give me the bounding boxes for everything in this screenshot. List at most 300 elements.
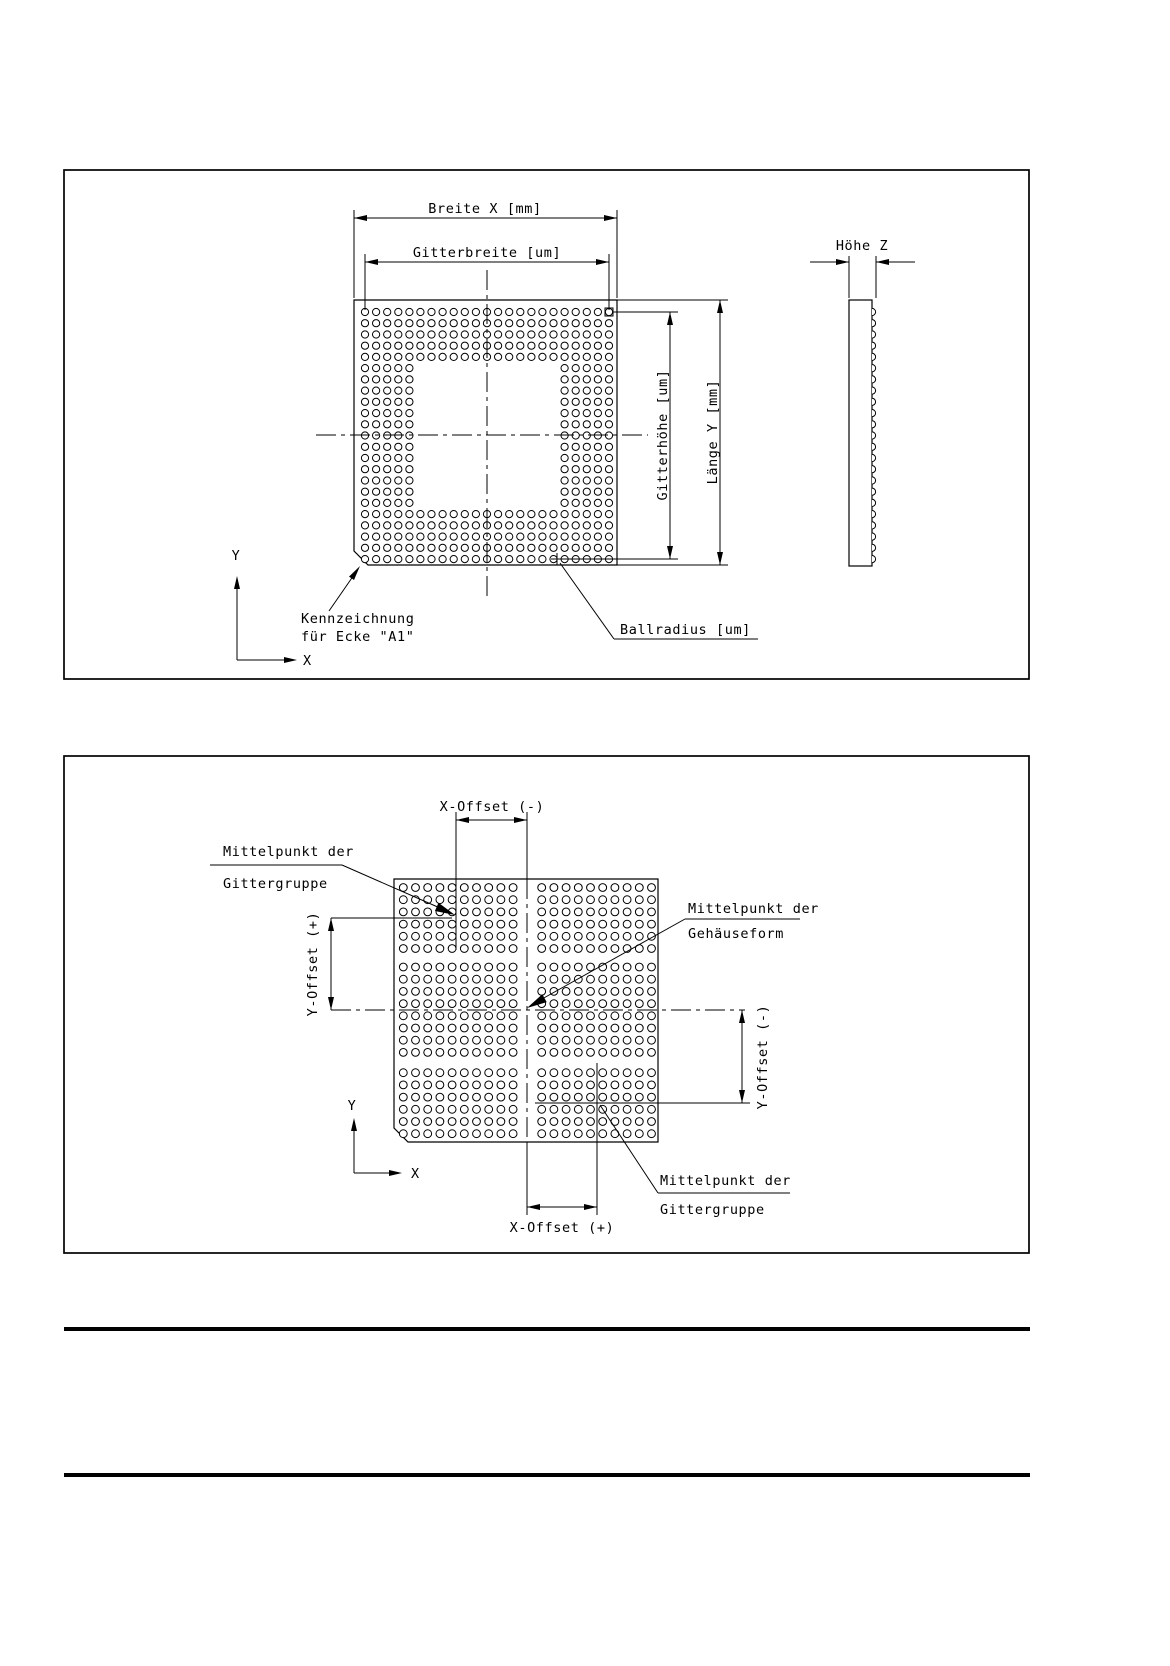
- solder-ball: [594, 398, 601, 405]
- solder-ball: [506, 353, 513, 360]
- solder-ball: [550, 510, 557, 517]
- solder-ball: [648, 1069, 656, 1077]
- solder-ball: [572, 522, 579, 529]
- solder-ball: [473, 896, 481, 904]
- solder-ball: [623, 896, 631, 904]
- gitterhoehe-label: Gitterhöhe [um]: [655, 369, 671, 501]
- solder-ball: [517, 308, 524, 315]
- solder-ball: [384, 522, 391, 529]
- solder-ball: [583, 308, 590, 315]
- solder-ball: [587, 1130, 595, 1138]
- solder-ball: [461, 522, 468, 529]
- solder-ball: [399, 1036, 407, 1044]
- laenge-y-label: Länge Y [mm]: [705, 379, 721, 485]
- solder-ball: [473, 975, 481, 983]
- solder-ball: [572, 466, 579, 473]
- solder-ball: [562, 1012, 570, 1020]
- solder-ball: [599, 1036, 607, 1044]
- solder-ball: [623, 1036, 631, 1044]
- solder-ball: [448, 896, 456, 904]
- solder-ball: [373, 331, 380, 338]
- solder-ball: [412, 1012, 420, 1020]
- solder-ball: [561, 376, 568, 383]
- solder-ball: [472, 353, 479, 360]
- solder-ball: [648, 975, 656, 983]
- solder-ball: [399, 988, 407, 996]
- solder-ball: [574, 884, 582, 892]
- solder-ball: [538, 1049, 546, 1057]
- solder-ball: [497, 945, 505, 953]
- solder-ball: [384, 353, 391, 360]
- solder-ball: [587, 1049, 595, 1057]
- solder-ball: [587, 1118, 595, 1126]
- solder-ball: [594, 376, 601, 383]
- solder-ball: [605, 320, 612, 327]
- x-axis-arrow-icon: [284, 657, 297, 663]
- solder-ball-profile: [872, 387, 876, 394]
- solder-ball: [436, 1105, 444, 1113]
- solder-ball: [539, 510, 546, 517]
- solder-ball: [594, 353, 601, 360]
- solder-ball: [562, 1049, 570, 1057]
- solder-ball: [417, 342, 424, 349]
- side-view-body: [849, 300, 872, 566]
- solder-ball: [574, 920, 582, 928]
- solder-ball: [605, 353, 612, 360]
- solder-ball: [439, 510, 446, 517]
- solder-ball: [460, 908, 468, 916]
- solder-ball: [461, 342, 468, 349]
- solder-ball: [550, 308, 557, 315]
- solder-ball: [428, 320, 435, 327]
- solder-ball: [509, 932, 517, 940]
- solder-ball: [635, 932, 643, 940]
- solder-ball: [574, 963, 582, 971]
- dimension-x-offset-pos: [510, 1063, 615, 1236]
- solder-ball: [562, 1024, 570, 1032]
- solder-ball: [599, 932, 607, 940]
- solder-ball: [574, 1081, 582, 1089]
- solder-ball: [460, 1024, 468, 1032]
- solder-ball: [436, 975, 444, 983]
- solder-ball: [395, 353, 402, 360]
- solder-ball: [509, 920, 517, 928]
- solder-ball: [611, 1012, 619, 1020]
- solder-ball: [648, 896, 656, 904]
- solder-ball: [439, 320, 446, 327]
- solder-ball: [623, 1000, 631, 1008]
- solder-ball: [587, 932, 595, 940]
- solder-ball: [539, 331, 546, 338]
- solder-ball: [473, 1118, 481, 1126]
- solder-ball: [583, 376, 590, 383]
- solder-ball: [561, 398, 568, 405]
- solder-ball: [517, 522, 524, 529]
- solder-ball: [562, 1118, 570, 1126]
- solder-ball: [572, 398, 579, 405]
- solder-ball: [497, 1105, 505, 1113]
- x-offset-pos-label: X-Offset (+): [509, 1220, 615, 1236]
- solder-ball: [399, 945, 407, 953]
- solder-ball: [611, 1036, 619, 1044]
- solder-ball: [495, 544, 502, 551]
- solder-ball: [472, 556, 479, 563]
- solder-ball: [485, 1105, 493, 1113]
- solder-ball: [623, 988, 631, 996]
- solder-ball: [460, 1000, 468, 1008]
- solder-ball: [424, 884, 432, 892]
- solder-ball: [439, 308, 446, 315]
- solder-ball: [373, 320, 380, 327]
- solder-ball: [509, 1069, 517, 1077]
- solder-ball: [428, 331, 435, 338]
- solder-ball: [562, 963, 570, 971]
- solder-ball: [572, 533, 579, 540]
- solder-ball: [361, 421, 368, 428]
- solder-ball: [562, 908, 570, 916]
- solder-ball: [587, 1093, 595, 1101]
- solder-ball: [562, 920, 570, 928]
- solder-ball: [635, 1036, 643, 1044]
- solder-ball: [460, 1130, 468, 1138]
- solder-ball: [395, 556, 402, 563]
- solder-ball: [373, 353, 380, 360]
- solder-ball: [528, 522, 535, 529]
- solder-ball: [528, 331, 535, 338]
- x-offset-neg-label: X-Offset (-): [439, 799, 545, 815]
- solder-ball: [424, 1130, 432, 1138]
- solder-ball-profile: [872, 365, 876, 372]
- solder-ball: [635, 896, 643, 904]
- dimension-laenge-y: [617, 300, 728, 565]
- solder-ball: [395, 454, 402, 461]
- solder-ball: [538, 932, 546, 940]
- solder-ball-profile: [872, 511, 876, 518]
- solder-ball: [460, 1069, 468, 1077]
- solder-ball: [406, 533, 413, 540]
- solder-ball: [538, 896, 546, 904]
- package-side-view: [810, 238, 915, 566]
- solder-ball: [406, 398, 413, 405]
- solder-ball: [572, 376, 579, 383]
- solder-ball: [412, 1036, 420, 1044]
- solder-ball: [605, 421, 612, 428]
- solder-ball: [373, 421, 380, 428]
- solder-ball: [562, 1081, 570, 1089]
- solder-ball: [635, 920, 643, 928]
- solder-ball: [561, 499, 568, 506]
- solder-ball: [412, 1093, 420, 1101]
- solder-ball: [485, 945, 493, 953]
- axes-figure-2: [348, 1098, 420, 1182]
- solder-ball: [648, 884, 656, 892]
- callout-ballradius: [560, 563, 758, 639]
- solder-ball: [399, 1000, 407, 1008]
- solder-ball: [399, 920, 407, 928]
- solder-ball: [495, 533, 502, 540]
- solder-ball: [611, 884, 619, 892]
- solder-ball: [562, 896, 570, 904]
- solder-ball: [509, 1024, 517, 1032]
- solder-ball: [635, 1118, 643, 1126]
- ballradius-label: Ballradius [um]: [620, 622, 751, 638]
- solder-ball-profile: [872, 454, 876, 461]
- solder-ball: [594, 499, 601, 506]
- solder-ball: [384, 544, 391, 551]
- solder-ball: [611, 1093, 619, 1101]
- solder-ball-profile: [872, 421, 876, 428]
- solder-ball: [485, 1093, 493, 1101]
- solder-ball: [587, 945, 595, 953]
- solder-ball: [436, 963, 444, 971]
- solder-ball: [550, 896, 558, 904]
- solder-ball: [473, 963, 481, 971]
- solder-ball: [594, 466, 601, 473]
- solder-ball: [623, 1118, 631, 1126]
- solder-ball: [417, 308, 424, 315]
- solder-ball-profile: [872, 308, 876, 315]
- solder-ball-profile: [872, 556, 876, 563]
- solder-ball: [424, 975, 432, 983]
- solder-ball: [528, 308, 535, 315]
- solder-ball: [550, 320, 557, 327]
- solder-ball: [384, 365, 391, 372]
- solder-ball: [605, 522, 612, 529]
- solder-ball: [550, 920, 558, 928]
- solder-ball: [436, 1081, 444, 1089]
- solder-ball: [611, 896, 619, 904]
- solder-ball: [384, 398, 391, 405]
- solder-ball: [472, 342, 479, 349]
- solder-ball: [509, 1118, 517, 1126]
- solder-ball: [448, 1036, 456, 1044]
- solder-ball: [517, 342, 524, 349]
- solder-ball: [635, 1093, 643, 1101]
- solder-ball: [561, 477, 568, 484]
- solder-ball: [424, 988, 432, 996]
- solder-ball: [574, 908, 582, 916]
- solder-ball: [395, 320, 402, 327]
- y-axis-arrow-icon: [234, 576, 240, 589]
- solder-ball: [485, 988, 493, 996]
- solder-ball: [384, 308, 391, 315]
- solder-ball: [406, 544, 413, 551]
- solder-ball: [495, 342, 502, 349]
- solder-ball: [436, 896, 444, 904]
- solder-ball: [528, 353, 535, 360]
- solder-ball: [485, 1024, 493, 1032]
- solder-ball: [509, 884, 517, 892]
- solder-ball: [361, 353, 368, 360]
- solder-ball: [399, 963, 407, 971]
- solder-ball: [495, 510, 502, 517]
- solder-ball: [583, 533, 590, 540]
- solder-ball: [583, 410, 590, 417]
- solder-ball: [373, 556, 380, 563]
- corner-a1-label-line2: für Ecke "A1": [301, 629, 415, 645]
- solder-ball: [428, 544, 435, 551]
- solder-ball: [583, 510, 590, 517]
- solder-ball: [550, 1000, 558, 1008]
- solder-ball: [460, 988, 468, 996]
- solder-ball: [473, 1036, 481, 1044]
- solder-ball: [572, 454, 579, 461]
- solder-ball: [587, 988, 595, 996]
- solder-ball: [361, 454, 368, 461]
- solder-ball: [539, 544, 546, 551]
- solder-ball: [473, 1024, 481, 1032]
- solder-ball: [572, 488, 579, 495]
- solder-ball: [550, 1118, 558, 1126]
- solder-ball: [436, 932, 444, 940]
- solder-ball: [373, 443, 380, 450]
- solder-ball: [594, 421, 601, 428]
- solder-ball: [587, 908, 595, 916]
- solder-ball: [550, 975, 558, 983]
- solder-ball: [562, 1069, 570, 1077]
- solder-ball: [574, 1093, 582, 1101]
- solder-ball: [497, 932, 505, 940]
- solder-ball: [648, 1012, 656, 1020]
- solder-ball: [550, 533, 557, 540]
- solder-ball: [594, 410, 601, 417]
- solder-ball: [399, 932, 407, 940]
- solder-ball: [509, 1081, 517, 1089]
- solder-ball: [428, 556, 435, 563]
- solder-ball: [485, 896, 493, 904]
- solder-ball: [517, 533, 524, 540]
- solder-ball: [550, 963, 558, 971]
- solder-ball: [485, 963, 493, 971]
- solder-ball: [611, 1105, 619, 1113]
- solder-ball: [395, 533, 402, 540]
- solder-ball: [399, 1093, 407, 1101]
- solder-ball-profile: [872, 533, 876, 540]
- solder-ball: [572, 320, 579, 327]
- solder-ball: [361, 443, 368, 450]
- solder-ball-profile: [872, 499, 876, 506]
- solder-ball: [417, 510, 424, 517]
- solder-ball: [406, 365, 413, 372]
- solder-ball: [605, 376, 612, 383]
- solder-ball: [509, 1000, 517, 1008]
- solder-ball: [448, 988, 456, 996]
- solder-ball: [561, 443, 568, 450]
- solder-ball: [436, 945, 444, 953]
- solder-ball: [406, 556, 413, 563]
- solder-ball: [406, 353, 413, 360]
- solder-ball: [550, 945, 558, 953]
- solder-ball: [648, 1036, 656, 1044]
- solder-ball: [424, 1118, 432, 1126]
- solder-ball: [399, 1024, 407, 1032]
- solder-ball-profile: [872, 320, 876, 327]
- solder-ball: [361, 556, 368, 563]
- solder-ball: [648, 1049, 656, 1057]
- solder-ball: [395, 308, 402, 315]
- solder-ball: [605, 499, 612, 506]
- solder-ball: [583, 320, 590, 327]
- solder-ball: [417, 556, 424, 563]
- solder-ball: [611, 932, 619, 940]
- solder-ball: [635, 908, 643, 916]
- solder-ball: [594, 320, 601, 327]
- solder-ball: [506, 533, 513, 540]
- solder-ball: [623, 920, 631, 928]
- solder-ball: [450, 510, 457, 517]
- solder-ball: [587, 975, 595, 983]
- solder-ball: [605, 466, 612, 473]
- solder-ball: [395, 376, 402, 383]
- solder-ball: [611, 1049, 619, 1057]
- solder-ball: [538, 920, 546, 928]
- solder-ball: [448, 963, 456, 971]
- solder-ball: [436, 1024, 444, 1032]
- solder-ball: [550, 522, 557, 529]
- solder-ball: [395, 331, 402, 338]
- solder-ball: [461, 556, 468, 563]
- solder-ball-profile: [872, 443, 876, 450]
- solder-ball: [417, 522, 424, 529]
- solder-ball: [395, 544, 402, 551]
- solder-ball: [361, 398, 368, 405]
- x-axis-label: X: [411, 1166, 420, 1182]
- solder-ball: [495, 320, 502, 327]
- solder-ball: [417, 353, 424, 360]
- solder-ball-profile: [872, 398, 876, 405]
- solder-ball: [587, 896, 595, 904]
- solder-ball: [517, 556, 524, 563]
- solder-ball: [550, 1105, 558, 1113]
- solder-ball: [509, 1093, 517, 1101]
- solder-ball: [473, 945, 481, 953]
- solder-ball: [450, 342, 457, 349]
- solder-ball: [473, 932, 481, 940]
- solder-ball: [373, 466, 380, 473]
- solder-ball: [561, 410, 568, 417]
- solder-ball: [361, 331, 368, 338]
- solder-ball: [623, 1024, 631, 1032]
- solder-ball: [448, 975, 456, 983]
- solder-ball: [528, 533, 535, 540]
- solder-ball: [594, 365, 601, 372]
- solder-ball: [412, 1049, 420, 1057]
- solder-ball: [611, 908, 619, 916]
- solder-ball: [406, 376, 413, 383]
- solder-ball: [460, 975, 468, 983]
- solder-ball: [428, 353, 435, 360]
- solder-ball: [473, 988, 481, 996]
- solder-ball: [594, 387, 601, 394]
- solder-ball: [648, 963, 656, 971]
- solder-ball: [428, 533, 435, 540]
- solder-ball: [538, 1081, 546, 1089]
- solder-ball: [599, 945, 607, 953]
- solder-ball-profile: [872, 432, 876, 439]
- solder-ball: [399, 1118, 407, 1126]
- solder-ball: [648, 1024, 656, 1032]
- solder-ball: [497, 975, 505, 983]
- solder-ball: [594, 522, 601, 529]
- solder-ball: [623, 975, 631, 983]
- solder-ball: [538, 1130, 546, 1138]
- solder-ball: [550, 1024, 558, 1032]
- solder-ball: [450, 320, 457, 327]
- solder-ball: [574, 945, 582, 953]
- solder-ball: [599, 908, 607, 916]
- solder-ball: [583, 499, 590, 506]
- solder-ball: [460, 1105, 468, 1113]
